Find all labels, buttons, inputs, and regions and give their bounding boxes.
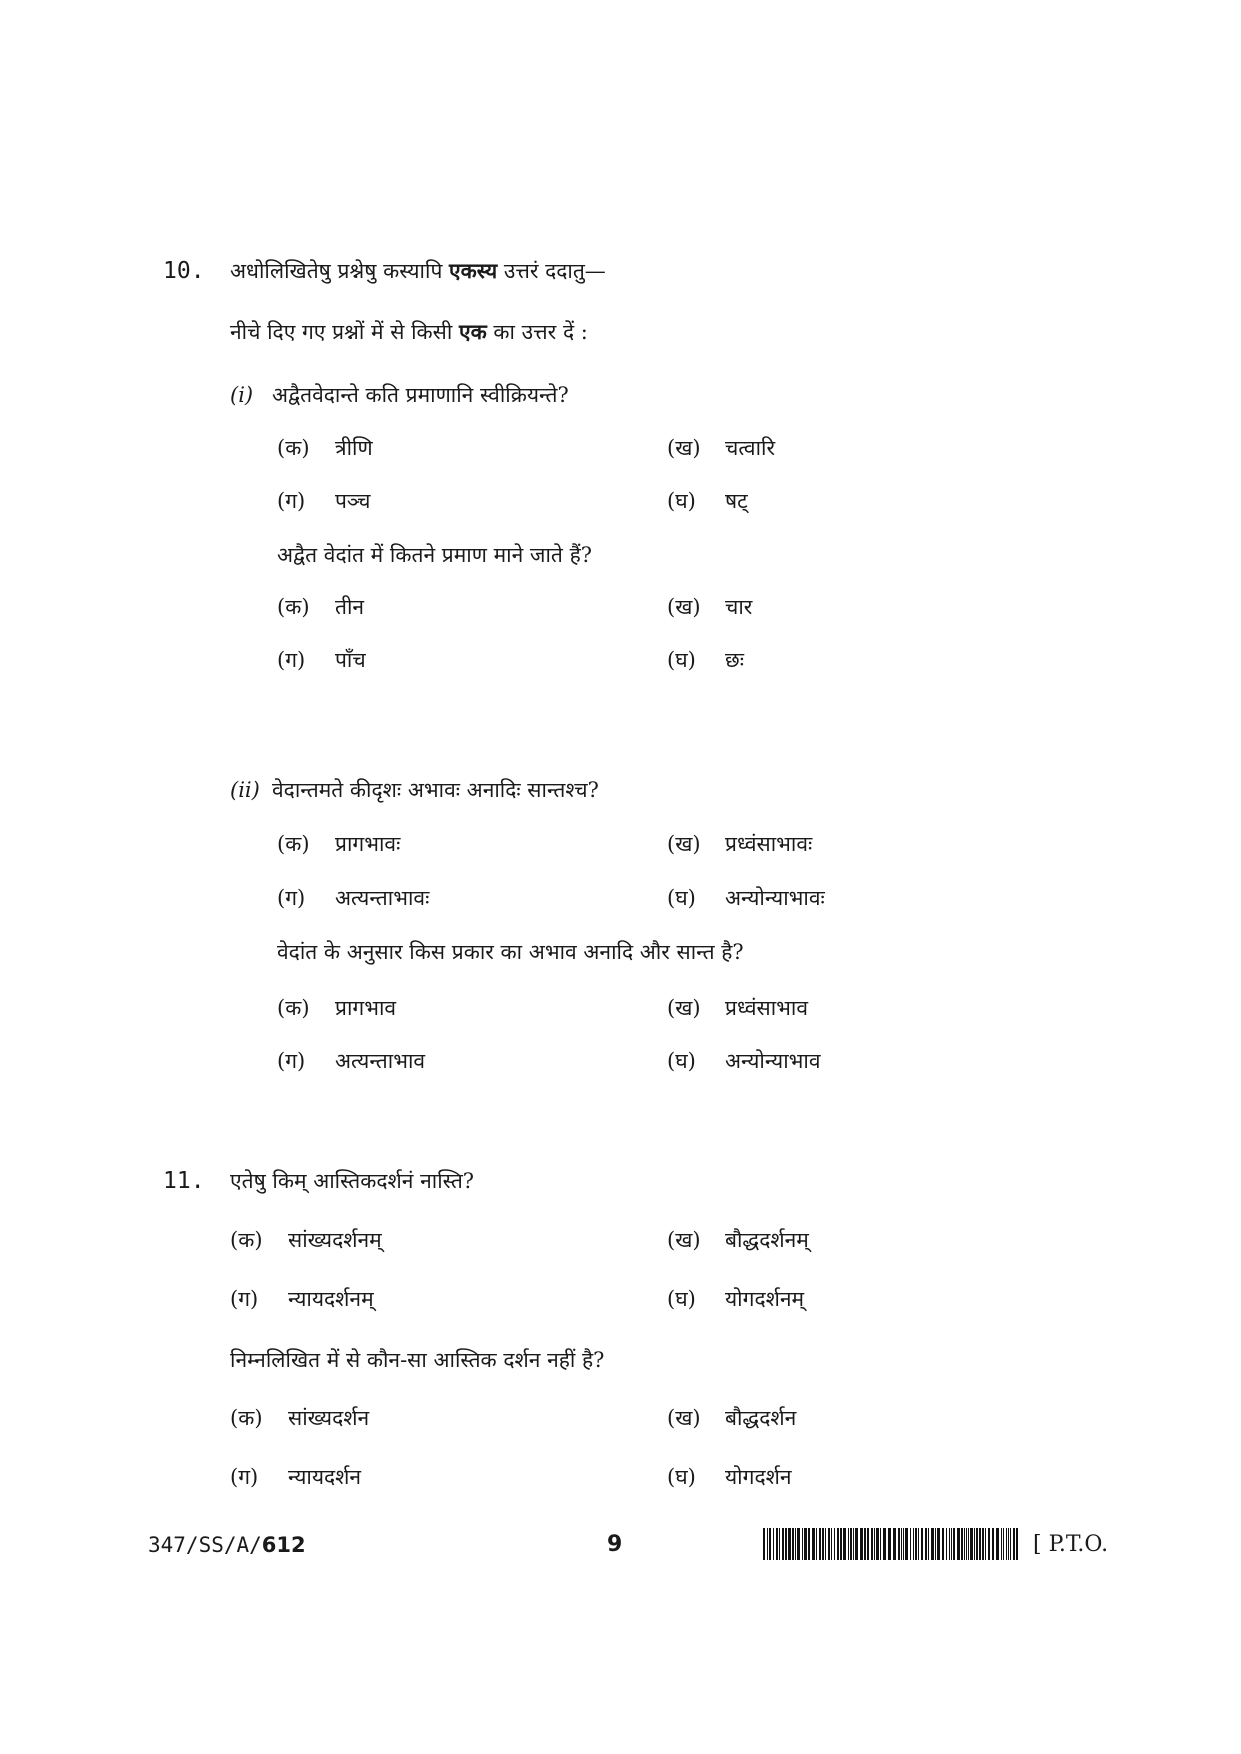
- option-gha: (घ) योगदर्शन: [667, 1465, 792, 1489]
- option-kha: (ख) चार: [667, 595, 753, 619]
- barcode: [763, 1528, 1018, 1560]
- option-ka: (क) सांख्यदर्शनम्: [230, 1228, 382, 1252]
- option-kha: (ख) प्रध्वंसाभाव: [667, 996, 809, 1020]
- instruction-emphasis: एक: [459, 319, 487, 344]
- part-ii-question-sanskrit: (ii) वेदान्तमते कीदृशः अभावः अनादिः सान्तश्च?: [230, 778, 599, 802]
- option-ga: (ग) पञ्च: [277, 489, 371, 513]
- page-number: 9: [607, 1532, 623, 1557]
- option-gha: (घ) अन्योन्याभावः: [667, 886, 825, 910]
- part-i-question-sanskrit: (i) अद्वैतवेदान्ते कति प्रमाणानि स्वीक्रियन्ते?: [230, 383, 569, 407]
- option-ka: (क) तीन: [277, 595, 365, 619]
- instruction-emphasis: एकस्य: [449, 258, 498, 283]
- question-11-hindi: निम्नलिखित में से कौन-सा आस्तिक दर्शन नहीं है?: [230, 1348, 605, 1372]
- option-kha: (ख) चत्वारि: [667, 436, 776, 460]
- question-10-number: 10.: [163, 258, 205, 284]
- option-gha: (घ) छः: [667, 648, 744, 672]
- option-gha: (घ) अन्योन्याभाव: [667, 1049, 821, 1073]
- option-ga: (ग) पाँच: [277, 648, 366, 672]
- option-gha: (घ) षट्: [667, 489, 748, 513]
- option-ga: (ग) अत्यन्ताभावः: [277, 886, 430, 910]
- option-ga: (ग) न्यायदर्शन: [230, 1465, 362, 1489]
- option-gha: (घ) योगदर्शनम्: [667, 1287, 805, 1311]
- part-i-label: (i): [230, 383, 254, 407]
- option-ka: (क) त्रीणि: [277, 436, 373, 460]
- part-ii-label: (ii): [230, 778, 260, 802]
- question-11-sanskrit: एतेषु किम् आस्तिकदर्शनं नास्ति?: [230, 1169, 475, 1193]
- option-kha: (ख) बौद्धदर्शनम्: [667, 1228, 809, 1252]
- option-ga: (ग) न्यायदर्शनम्: [230, 1287, 374, 1311]
- part-i-question-hindi: अद्वैत वेदांत में कितने प्रमाण माने जाते हैं?: [277, 543, 592, 567]
- pto-label: [ P.T.O.: [1033, 1532, 1109, 1557]
- question-10-instruction-hindi: नीचे दिए गए प्रश्नों में से किसी एक का उत्तर दें :: [230, 319, 588, 344]
- question-11-number: 11.: [163, 1168, 205, 1194]
- option-ka: (क) प्रागभावः: [277, 832, 401, 856]
- option-ga: (ग) अत्यन्ताभाव: [277, 1049, 426, 1073]
- part-ii-question-hindi: वेदांत के अनुसार किस प्रकार का अभाव अनादि और सान्त है?: [277, 940, 744, 964]
- paper-code: 347/SS/A/612: [148, 1533, 306, 1557]
- option-ka: (क) सांख्यदर्शन: [230, 1406, 370, 1430]
- option-kha: (ख) प्रध्वंसाभावः: [667, 832, 813, 856]
- option-kha: (ख) बौद्धदर्शन: [667, 1406, 797, 1430]
- option-ka: (क) प्रागभाव: [277, 996, 397, 1020]
- question-10-instruction-sanskrit: अधोलिखितेषु प्रश्नेषु कस्यापि एकस्य उत्तरं ददातु—: [230, 258, 606, 283]
